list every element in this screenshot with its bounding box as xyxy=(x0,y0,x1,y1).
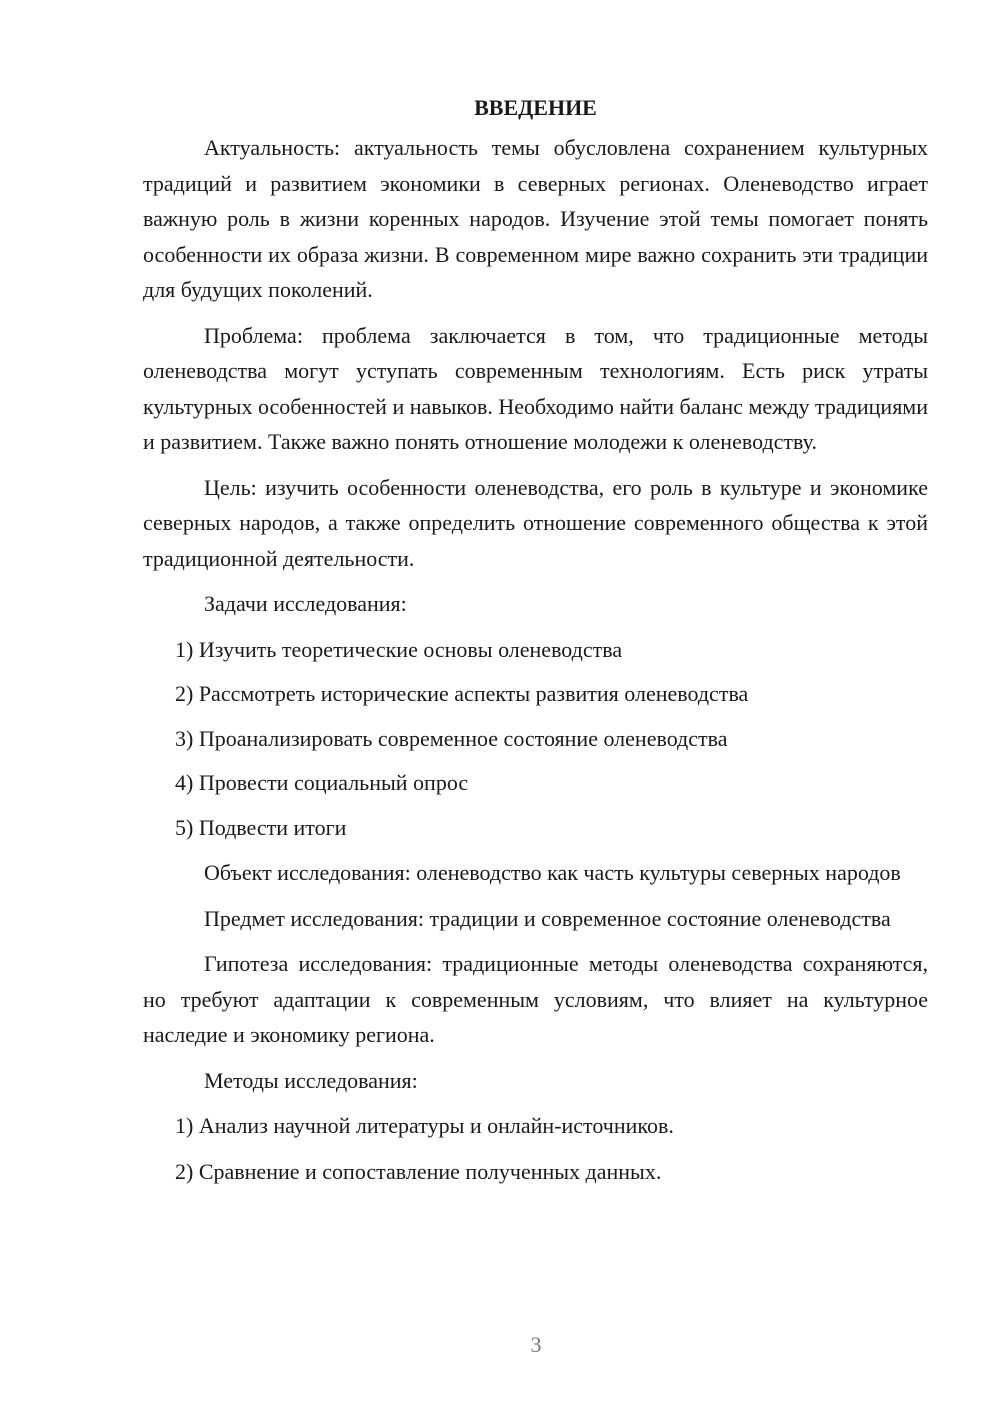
document-title: ВВЕДЕНИЕ xyxy=(474,95,597,120)
methods-heading: Методы исследования: xyxy=(204,1067,418,1093)
list-item: 4) Провести социальный опрос xyxy=(175,770,469,795)
list-item: 5) Подвести итоги xyxy=(175,814,347,840)
tasks-heading: Задачи исследования: xyxy=(204,591,407,616)
document-page xyxy=(143,90,928,1199)
methods-list xyxy=(143,1108,928,1189)
relevance-paragraph: Актуальность: актуальность темы обусловлена сохранением культурных традиций и развитием экономики в северных регионах. Оленеводство играет важную роль в жизни коренных народов. Изучение этой темы помогает понять особенности их образа жизни. В современном мире важно сохранить эти традиции для будущих поколений. xyxy=(143,135,928,302)
object-paragraph: Объект исследования: оленеводство как часть культуры северных народов xyxy=(204,860,901,885)
list-item: 3) Проанализировать современное состояние оленеводства xyxy=(175,725,728,751)
list-item: 2) Рассмотреть исторические аспекты развития оленеводства xyxy=(175,681,749,706)
page-number: 3 xyxy=(530,1332,542,1357)
subject-paragraph: Предмет исследования: традиции и современное состояние оленеводства xyxy=(204,905,891,931)
list-item: 2) Сравнение и сопоставление полученных данных. xyxy=(175,1158,662,1184)
list-item: 1) Анализ научной литературы и онлайн-источников. xyxy=(175,1113,674,1138)
tasks-list xyxy=(143,632,928,846)
list-item: 1) Изучить теоретические основы оленеводства xyxy=(175,636,623,662)
goal-paragraph: Цель: изучить особенности оленеводства, его роль в культуре и экономике северных народов, а также определить отношение современного общества к этой традиционной деятельности. xyxy=(143,474,928,571)
problem-paragraph: Проблема: проблема заключается в том, что традиционные методы оленеводства могут уступать современным технологиям. Есть риск утраты культурных особенностей и навыков. Необходимо найти баланс между традициями и развитием. Также важно понять отношение молодежи к оленеводству. xyxy=(143,322,929,454)
hypothesis-paragraph: Гипотеза исследования: традиционные методы оленеводства сохраняются, но требуют адаптации к современным условиям, что влияет на культурное наследие и экономику региона. xyxy=(143,951,928,1047)
